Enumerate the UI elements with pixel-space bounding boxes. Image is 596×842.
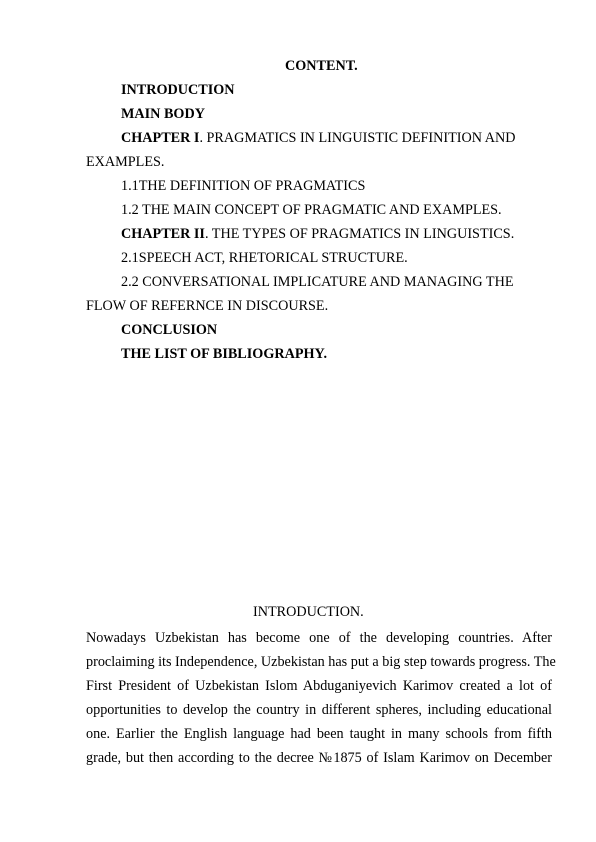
toc-introduction: INTRODUCTION	[121, 82, 235, 98]
chapter-1-title: . PRAGMATICS IN LINGUISTIC DEFINITION AND	[199, 130, 516, 146]
chapter-2-title: . THE TYPES OF PRAGMATICS IN LINGUISTICS.	[204, 226, 515, 242]
paragraph-line: proclaiming its Independence, Uzbekistan has put a big step towards progress. The	[86, 654, 556, 670]
toc-item-1-1: 1.1THE DEFINITION OF PRAGMATICS	[121, 178, 366, 194]
toc-bibliography: THE LIST OF BIBLIOGRAPHY.	[121, 346, 328, 362]
toc-title: CONTENT.	[285, 58, 358, 74]
paragraph-line: opportunities to develop the country in different spheres, including educational	[86, 702, 552, 718]
paragraph-line: grade, but then according to the decree №1875 of Islam Karimov on December	[86, 750, 552, 766]
toc-item-2-2-continued: FLOW OF REFERNCE IN DISCOURSE.	[86, 298, 329, 314]
toc-item-1-2: 1.2 THE MAIN CONCEPT OF PRAGMATIC AND EXAMPLES.	[121, 202, 502, 218]
chapter-2-label: CHAPTER II	[121, 226, 205, 242]
toc-item-2-1: 2.1SPEECH ACT, RHETORICAL STRUCTURE.	[121, 250, 408, 266]
paragraph-line: one. Earlier the English language had been taught in many schools from fifth	[86, 726, 552, 742]
toc-conclusion: CONCLUSION	[121, 322, 218, 338]
introduction-heading: INTRODUCTION.	[253, 604, 364, 620]
toc-chapter-1	[121, 130, 516, 147]
toc-chapter-1-continued: EXAMPLES.	[86, 154, 165, 170]
toc-item-2-2: 2.2 CONVERSATIONAL IMPLICATURE AND MANAGING THE	[121, 274, 514, 290]
paragraph-line: Nowadays Uzbekistan has become one of the developing countries. After	[86, 630, 552, 646]
toc-chapter-2	[121, 226, 514, 243]
toc-main-body: MAIN BODY	[121, 106, 205, 122]
paragraph-line: First President of Uzbekistan Islom Abduganiyevich Karimov created a lot of	[86, 678, 552, 694]
chapter-1-label: CHAPTER I	[121, 130, 200, 146]
